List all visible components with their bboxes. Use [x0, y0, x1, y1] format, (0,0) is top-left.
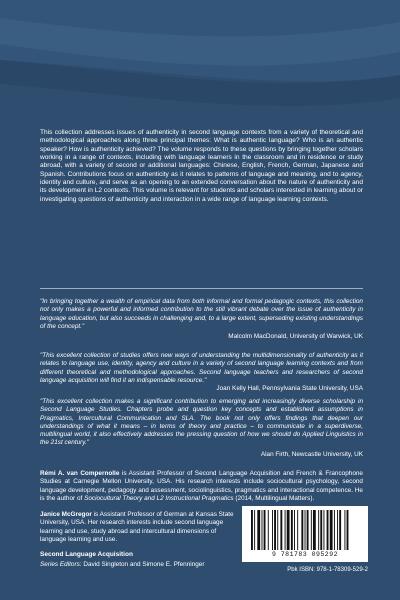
endorsement-source: Malcolm MacDonald, University of Warwick, UK: [228, 333, 363, 341]
barcode-bar: [274, 510, 276, 550]
barcode-bar: [307, 510, 309, 550]
endorsement-quote: "This excellent collection makes a significant contribution to emerging and increasingly diverse scholarship in Second Language Studies. Chapters probe and question key concepts and established assumptions in Pragmatics, Intercultural Communication and SLA. The book not only offers findings that deepen our understandings of what it means – in terms of theory and practice – to communicate in a superdiverse, multilingual world, it also effectively addresses the pressing question of how we should do Applied Linguistics in the 21st century.": [40, 398, 363, 447]
barcode-bar: [291, 510, 293, 550]
endorsement-3: [40, 398, 363, 459]
author-book-title: Sociocultural Theory and L2 Instructional Pragmatics: [84, 494, 234, 502]
barcode-bar: [305, 510, 306, 550]
barcode-bar: [344, 510, 345, 550]
barcode-bar: [254, 510, 255, 550]
series-editors-label: Series Editors:: [40, 561, 82, 568]
barcode-bar: [339, 510, 341, 550]
endorsement-1: [40, 298, 363, 341]
barcode-bar: [313, 510, 316, 550]
barcode-bar: [301, 510, 303, 550]
barcode-bar: [287, 510, 290, 550]
barcode-bar: [272, 510, 273, 550]
section-divider: [40, 288, 363, 289]
barcode-bar: [318, 510, 319, 550]
barcode-bar: [327, 510, 329, 550]
endorsement-quote: "This excellent collection of studies offers new ways of understanding the multidimensionality of authenticity as it relates to language use, identity, agency and culture in a variety of second language learning contexts and from different theoretical and methodological approaches. Second language teachers and researchers of second language acquisition will find it an indispensable resource.": [40, 352, 363, 384]
barcode-bar: [320, 510, 322, 550]
barcode: [242, 506, 368, 562]
barcode-bar: [257, 510, 260, 550]
barcode-bar: [347, 510, 349, 550]
author-bio-1: [40, 470, 363, 503]
author-bio-2: [40, 511, 238, 544]
endorsement-quote: "In bringing together a wealth of empirical data from both informal and formal pedagogic contexts, this collection not only makes a powerful and informed contribution to the still vibrant debate over the issue of authenticity in language education, but also succeeds in challenging and, to a large extent, superseding existing understandings of the concept.": [40, 298, 363, 330]
barcode-bar: [294, 510, 295, 550]
barcode-bar: [334, 510, 335, 550]
barcode-digits: 9 781783 095292: [271, 551, 338, 558]
barcode-bar: [251, 510, 253, 550]
barcode-bar: [285, 510, 286, 550]
barcode-bar: [280, 510, 282, 550]
barcode-bar: [268, 510, 269, 550]
author-bio-text: is Assistant Professor of German at Kansas State University, USA. Her research interests include second language learning and use, study abroad and intercultural dimensions of language learning and use.: [40, 511, 234, 543]
endorsement-2: [40, 352, 363, 393]
author-bio-text: is Assistant Professor of Second Language Acquisition and French & Francophone Studies at Carnegie Mellon University, USA. His research interests include sociocultural psychology, second language development, pedagogy and assessment, sociolinguistics, pragmatics and interactional competence. He is the author of: [40, 470, 363, 502]
series-editors: [40, 561, 205, 568]
barcode-bar: [277, 510, 278, 550]
barcode-bars: [251, 510, 359, 550]
series-editors-names: David Singleton and Simone E. Pfenninger: [83, 561, 205, 568]
isbn: Pbk ISBN: 978-1-78309-529-2: [287, 567, 368, 573]
endorsement-source: Joan Kelly Hall, Pennsylvania State University, USA: [216, 385, 363, 393]
barcode-bar: [311, 510, 312, 550]
barcode-bar: [297, 510, 298, 550]
barcode-bar: [262, 510, 263, 550]
author-name: Janice McGregor: [40, 511, 92, 518]
barcode-bar: [337, 510, 338, 550]
author-name: Rémi A. van Compernolle: [40, 470, 120, 477]
barcode-bar: [323, 510, 324, 550]
series-title: Second Language Acquisition: [40, 551, 133, 558]
barcode-bar: [330, 510, 333, 550]
book-description: This collection addresses issues of authenticity in second language contexts from a variety of theoretical and methodological approaches along three principal themes: What is authentic language? Who is an authentic speaker? How is authenticity achieved? The volume responds to these questions by bringing together scholars working in a range of contexts, including with language learners in the classroom and in residence or study abroad, with a variety of second or additional languages: Chinese, English, French, German, Japanese and Spanish. Contributions focus on authenticity as it relates to patterns of language and meaning, and to agency, identity and culture, and serve as an opening to an extended conversation about the nature of authenticity and its development in L2 contexts. This volume is relevant for students and scholars interested in learning about or investigating questions of authenticity and interaction in a wide range of language learning contexts.: [40, 129, 363, 203]
endorsement-source: Alan Firth, Newcastle University, UK: [260, 450, 363, 458]
author-bio-text-end: (2014, Multilingual Matters).: [233, 494, 315, 502]
barcode-bar: [264, 510, 266, 550]
